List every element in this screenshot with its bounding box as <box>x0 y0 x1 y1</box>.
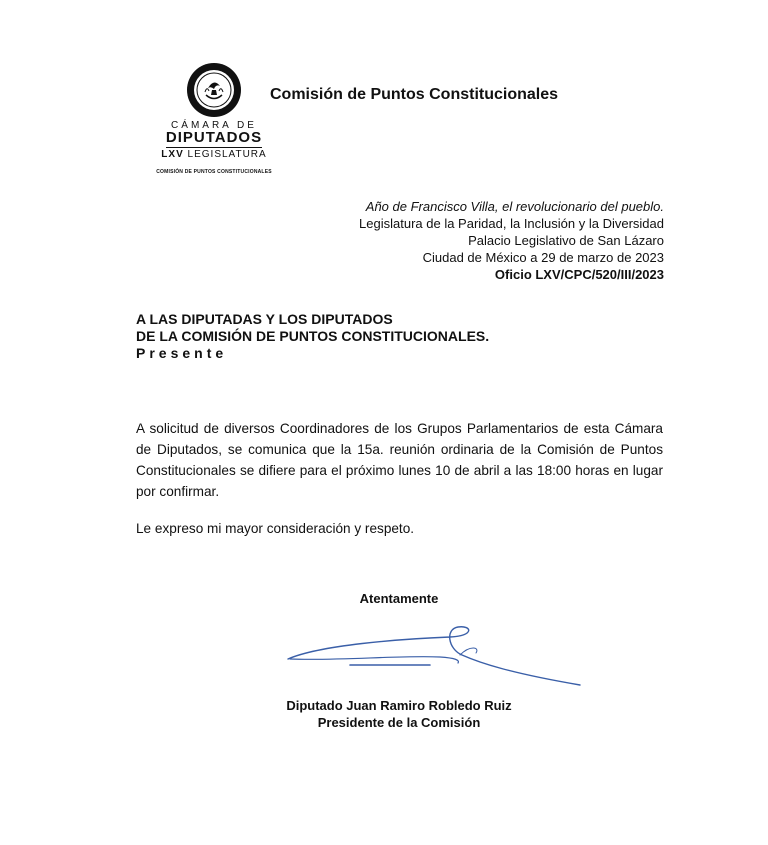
presente-label: Presente <box>136 345 228 361</box>
official-motto: Año de Francisco Villa, el revolucionario del pueblo. <box>365 199 664 214</box>
salutation: Atentamente <box>359 591 439 606</box>
office-reference: Oficio LXV/CPC/520/III/2023 <box>494 267 664 282</box>
logo-text-commission: COMISIÓN DE PUNTOS CONSTITUCIONALES <box>156 169 272 175</box>
national-seal-icon <box>186 62 242 118</box>
body-paragraph: A solicitud de diversos Coordinadores de los Grupos Parlamentarios de esta Cámara de Diputados, se comunica que la 15a. reunión ordinaria de la Comisión de Puntos Constitucionales se difiere para el próximo lunes 10 de abril a las 18:00 horas en lugar por confirmar. <box>136 421 663 499</box>
recipient-line-2: DE LA COMISIÓN DE PUNTOS CONSTITUCIONALES. <box>136 328 490 344</box>
header-title: Comisión de Puntos Constitucionales <box>270 86 559 103</box>
legislature-motto: Legislatura de la Paridad, la Inclusión y la Diversidad <box>359 216 664 231</box>
logo-divider <box>166 147 262 148</box>
logo-text-legislatura-label: LEGISLATURA <box>183 149 267 160</box>
recipient-block <box>136 311 489 362</box>
palace-name: Palacio Legislativo de San Lázaro <box>468 233 664 248</box>
recipient-line-1: A LAS DIPUTADAS Y LOS DIPUTADOS <box>136 311 393 327</box>
handwritten-signature <box>280 615 590 695</box>
signature-strokes <box>288 627 580 685</box>
signatory <box>0 697 768 731</box>
place-date: Ciudad de México a 29 de marzo de 2023 <box>422 250 664 265</box>
signatory-name: Diputado Juan Ramiro Robledo Ruiz <box>286 698 512 713</box>
logo-text-camara: CÁMARA DE <box>171 120 257 131</box>
logo-text-diputados: DIPUTADOS <box>165 129 263 146</box>
logo-text-lxv: LXV <box>161 149 184 160</box>
signatory-role: Presidente de la Comisión <box>317 715 481 730</box>
closing-line: Le expreso mi mayor consideración y respeto. <box>136 521 415 536</box>
logo-text-legislatura <box>150 149 278 160</box>
chamber-logo <box>150 62 278 175</box>
letterhead-details <box>359 198 664 283</box>
